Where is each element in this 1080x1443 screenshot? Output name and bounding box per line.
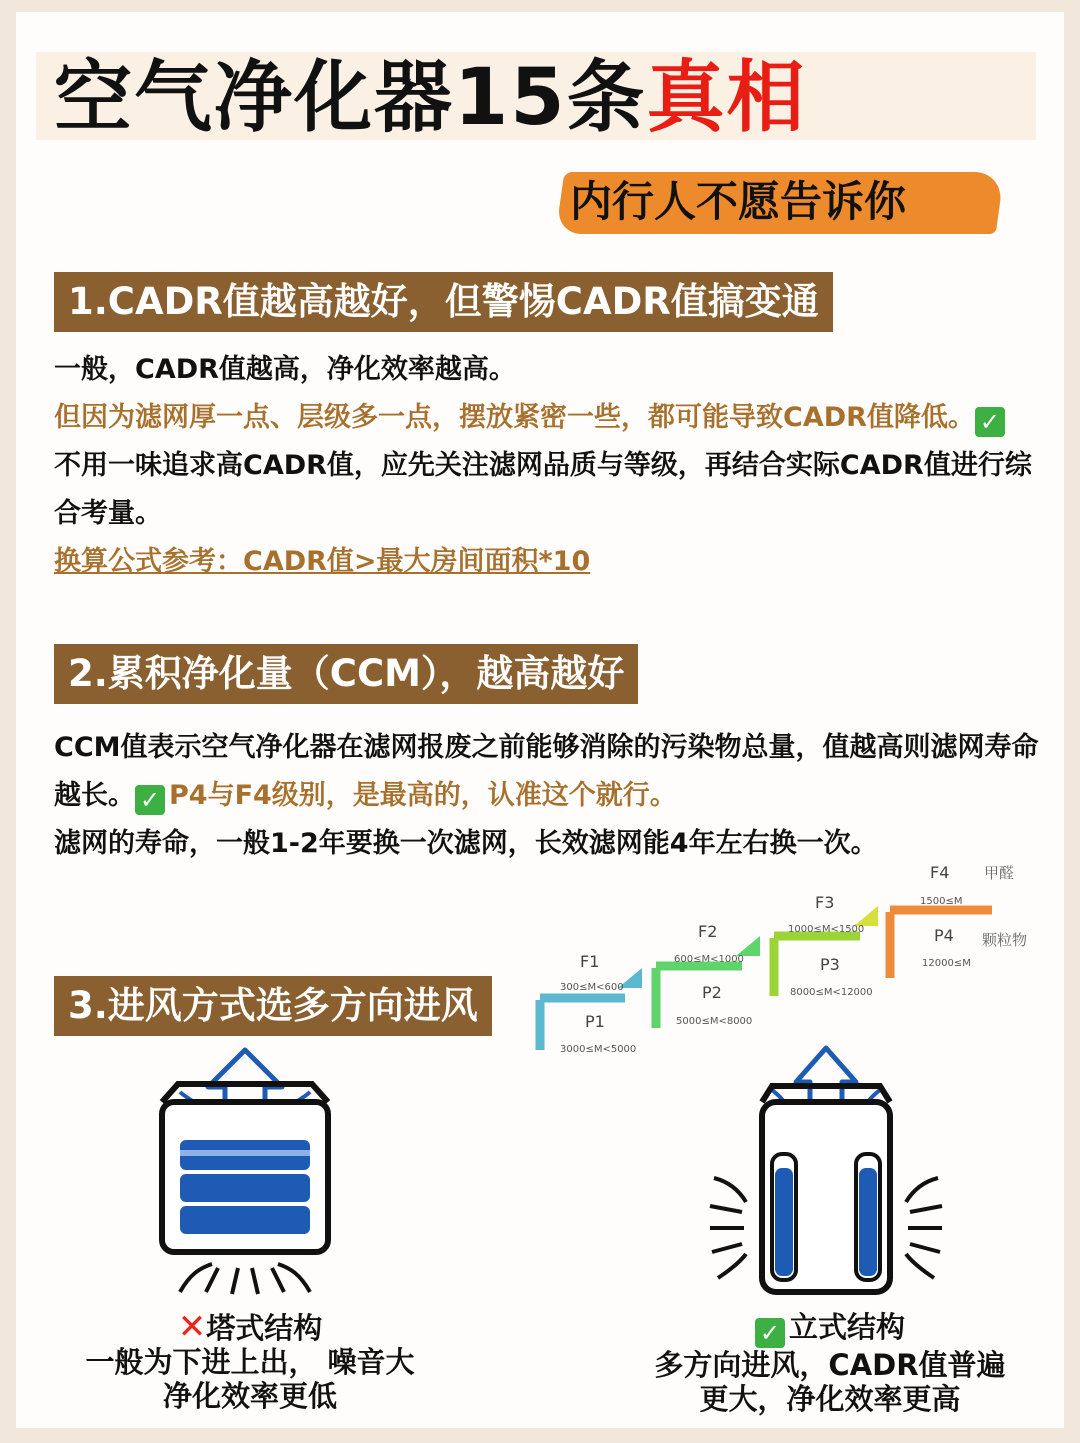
range-p2: 5000≤M<8000	[676, 1016, 753, 1027]
label-formaldehyde: 甲醛	[984, 864, 1015, 882]
section1-heading: 1.CADR值越高越好，但警惕CADR值搞变通	[54, 272, 833, 332]
grade-p1: P1	[585, 1012, 605, 1031]
range-f3: 1000≤M<1500	[788, 924, 865, 935]
section1-body	[54, 346, 1034, 586]
stair-step-3	[774, 893, 878, 998]
section1-brown-text: 但因为滤网厚一点、层级多一点，摆放紧密一些，都可能导致CADR值降低。	[54, 402, 975, 433]
stair-step-1	[540, 952, 642, 1055]
grade-f1: F1	[580, 952, 600, 971]
check-icon: ✓	[755, 1318, 785, 1348]
section1-advice: 不用一味追求高CADR值，应先关注滤网品质与等级，再结合实际CADR值进行综合考量。	[54, 450, 1032, 529]
cross-icon: ✕	[177, 1307, 207, 1347]
section2-line1: CCM值表示空气净化器在滤网报废之前能够消除的污染物总量，值越高则滤网寿命越长。	[54, 732, 1039, 811]
section3-heading: 3.进风方式选多方向进风	[54, 976, 492, 1036]
caption-floor-line1: 多方向进风，CADR值普遍	[654, 1348, 1006, 1382]
section1-formula: 换算公式参考：CADR值>最大房间面积*10	[54, 546, 591, 577]
grade-p2: P2	[702, 983, 722, 1002]
range-p3: 8000≤M<12000	[790, 987, 873, 998]
grade-p4: P4	[934, 926, 954, 945]
range-f1: 300≤M<600	[560, 982, 624, 993]
stair-step-4	[890, 863, 992, 978]
caption-tower-name: 塔式结构	[206, 1311, 323, 1345]
section1-line1: 一般，CADR值越高，净化效率越高。	[54, 354, 516, 385]
tower-purifier-icon	[140, 1042, 350, 1302]
check-icon: ✓	[135, 785, 165, 815]
caption-tower-line2: 净化效率更低	[162, 1379, 337, 1413]
caption-tower-line1: 一般为下进上出， 噪音大	[85, 1345, 415, 1379]
grade-f4: F4	[930, 863, 950, 882]
subtitle: 内行人不愿告诉你	[570, 177, 907, 226]
caption-floor-line2: 更大，净化效率更高	[699, 1382, 961, 1416]
check-icon: ✓	[975, 407, 1005, 437]
grade-f3: F3	[815, 893, 835, 912]
section2-line3: 滤网的寿命，一般1-2年要换一次滤网，长效滤网能4年左右换一次。	[54, 828, 878, 859]
range-p1: 3000≤M<5000	[560, 1044, 637, 1055]
caption-floor-name: 立式结构	[788, 1310, 905, 1344]
caption-floor	[620, 1310, 1040, 1416]
grade-p3: P3	[820, 955, 840, 974]
caption-tower	[40, 1307, 460, 1413]
filter-grade-diagram	[530, 860, 1050, 1060]
section2-heading: 2.累积净化量（CCM），越高越好	[54, 644, 638, 704]
stair-step-2	[656, 922, 760, 1028]
page-title	[54, 50, 807, 146]
label-particles: 颗粒物	[982, 931, 1028, 949]
title-highlight: 真相	[646, 53, 807, 143]
range-f4: 1500≤M	[920, 896, 963, 907]
section2-highlight: P4与F4级别，是最高的，认准这个就行。	[169, 780, 677, 811]
range-p4: 12000≤M	[922, 958, 971, 969]
grade-f2: F2	[698, 922, 718, 941]
section2-body	[54, 724, 1044, 868]
floor-purifier-icon	[700, 1042, 950, 1302]
range-f2: 600≤M<1000	[674, 954, 744, 965]
title-main: 空气净化器15条	[54, 53, 647, 143]
